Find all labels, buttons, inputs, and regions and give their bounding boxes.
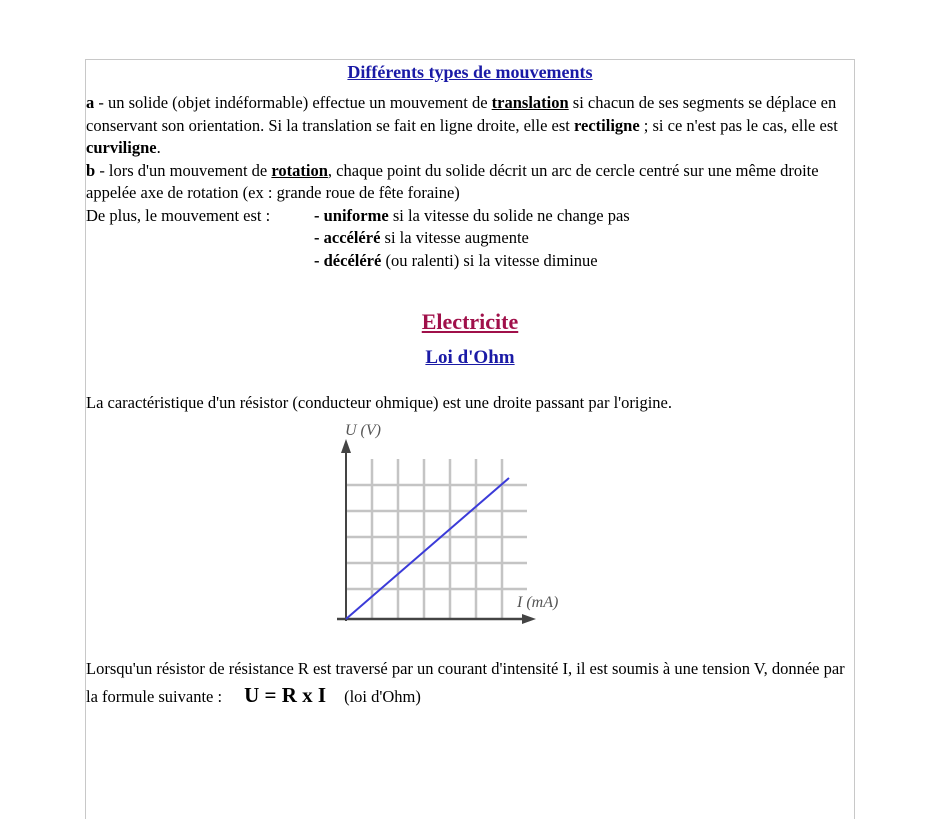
law-name: (loi d'Ohm) [344, 687, 421, 706]
electricity-heading: Electricite [421, 309, 519, 334]
motion-kind-item [86, 250, 854, 273]
ohm-characteristic-figure [329, 421, 579, 636]
text: Lorsqu'un résistor de résistance R est traversé par un courant d'intensité I, il est soumis à une tension V, donnée par la formule suivante : [86, 659, 845, 706]
ohm-graph [329, 421, 579, 636]
text: ; si ce n'est pas le cas, elle est [639, 115, 838, 135]
document-content [86, 60, 854, 707]
motion-kind-item [86, 227, 854, 250]
x-axis-label: I (mA) [517, 594, 559, 611]
text: si la vitesse augmente [380, 228, 529, 247]
rotation-term: rotation [271, 160, 328, 180]
y-axis-arrow [341, 439, 351, 453]
text: si la vitesse du solide ne change pas [388, 205, 630, 225]
dash: - [314, 250, 324, 270]
text: - lors d'un mouvement de [95, 160, 272, 180]
rectiligne-term: rectiligne [574, 115, 640, 135]
uniforme-term: uniforme [323, 205, 389, 225]
motion-kinds [86, 205, 854, 228]
translation-term: translation [491, 93, 569, 112]
text: (ou ralenti) si la vitesse diminue [381, 250, 598, 270]
translation-paragraph [86, 92, 854, 160]
accelere-term: accéléré [323, 228, 381, 247]
text: . [156, 138, 161, 157]
characteristic-text: La caractéristique d'un résistor (conducteur ohmique) est une droite passant par l'origine. [86, 393, 672, 412]
text: , chaque point du solide décrit un arc de cercle centré sur une même droite appelée axe de rotation (ex : grande roue de fête foraine) [86, 160, 819, 202]
motion-kinds-intro: De plus, le mouvement est : [86, 205, 271, 225]
item-b-label: b [86, 160, 96, 180]
item-a-label: a [86, 93, 95, 112]
decelere-term: décéléré [323, 250, 382, 270]
dash: - [314, 228, 324, 247]
rotation-paragraph [86, 160, 854, 205]
motion-heading: Différents types de mouvements [347, 62, 593, 82]
curviligne-term: curviligne [86, 138, 157, 157]
motion-kind-item [314, 205, 630, 228]
ohm-law-heading: Loi d'Ohm [425, 347, 515, 368]
text: si chacun de ses segments se déplace en conservant son orientation. Si la translation se fait en ligne droite, elle est [86, 93, 837, 135]
ohm-law-text [86, 655, 854, 710]
x-axis-arrow [522, 614, 536, 624]
ohm-formula: U = R x I [244, 683, 327, 707]
dash: - [314, 205, 324, 225]
characteristic-line [346, 478, 509, 619]
y-axis-label: U (V) [345, 422, 381, 439]
text: - un solide (objet indéformable) effectue un mouvement de [94, 93, 492, 112]
